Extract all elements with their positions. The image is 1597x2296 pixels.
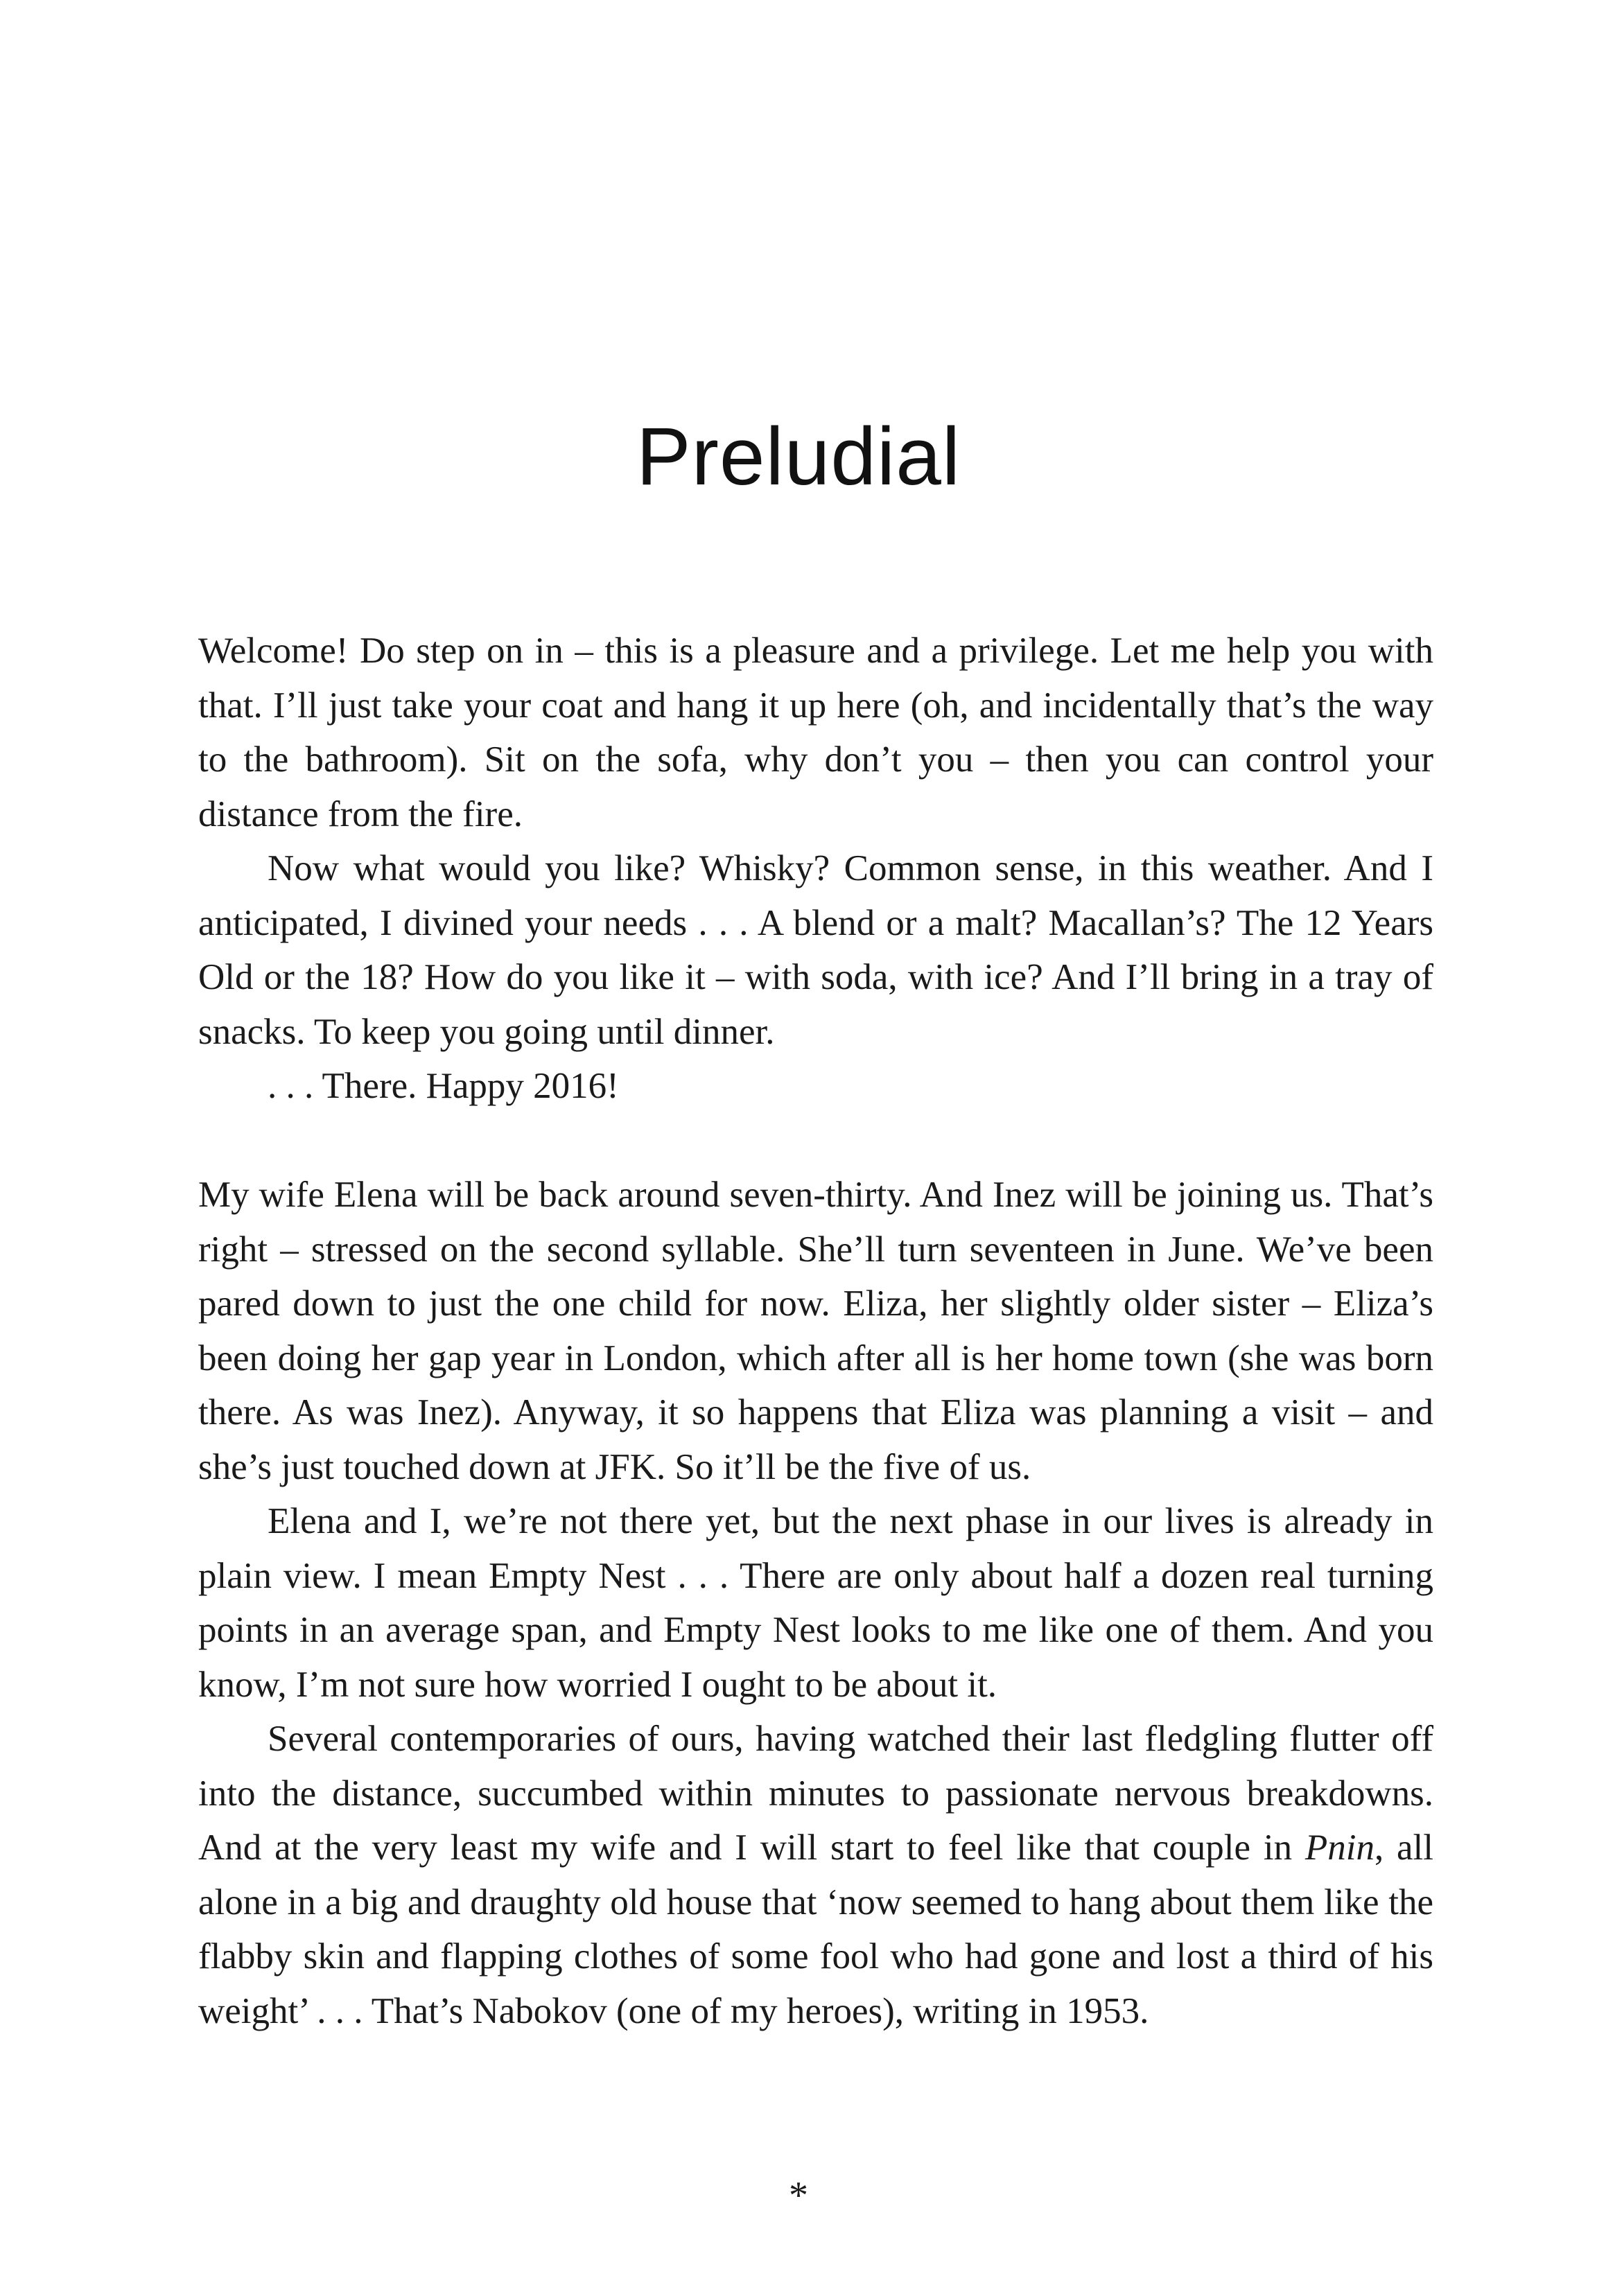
chapter-body xyxy=(198,624,1433,2038)
nabokov-text-before-title: Several contemporaries of ours, having watched their last fledgling flutter off into the distance, succumbed within minutes to passionate nervous breakdowns. And at the very least my wife and I will start to feel like that couple in xyxy=(198,1719,1433,1868)
paragraph-whisky: Now what would you like? Whisky? Common sense, in this weather. And I anticipated, I divined your needs . . . A blend or a malt? Macallan’s? The 12 Years Old or the 18? How do you like it – with soda, with ice? And I’ll bring in a tray of snacks. To keep you going until dinner. xyxy=(198,848,1433,1052)
paragraph-nabokov xyxy=(198,1712,1433,2038)
book-title-pnin: Pnin xyxy=(1304,1828,1375,1868)
paragraph-empty-nest: Elena and I, we’re not there yet, but the next phase in our lives is already in plain view. I mean Empty Nest . . . There are only about half a dozen real turning points in an average span, and Empty Nest looks to me like one of them. And you know, I’m not sure how worried I ought to be about it. xyxy=(198,1501,1433,1705)
chapter-title: Preludial xyxy=(636,411,961,502)
paragraph-happy-new-year: . . . There. Happy 2016! xyxy=(268,1066,619,1106)
section-break-asterisk: * xyxy=(789,2174,808,2217)
nabokov-text-after-title: , all alone in a big and draughty old house that ‘now seemed to hang about them like the flabby skin and flapping clothes of some fool who had gone and lost a third of his weight’ . . . That’s Nabokov (one of my heroes), writing in 1953. xyxy=(198,1828,1433,2031)
paragraph-welcome: Welcome! Do step on in – this is a pleasure and a privilege. Let me help you with that. I’ll just take your coat and hang it up here (oh, and incidentally that’s the way to the bathroom). Sit on the sofa, why don’t you – then you can control your distance from the fire. xyxy=(198,631,1433,834)
paragraph-family: My wife Elena will be back around seven-thirty. And Inez will be joining us. That’s right – stressed on the second syllable. She’ll turn seventeen in June. We’ve been pared down to just the one child for now. Eliza, her slightly older sister – Eliza’s been doing her gap year in London, which after all is her home town (she was born there. As was Inez). Anyway, it so happens that Eliza was planning a visit – and she’s just touched down at JFK. So it’ll be the five of us. xyxy=(198,1175,1433,1487)
